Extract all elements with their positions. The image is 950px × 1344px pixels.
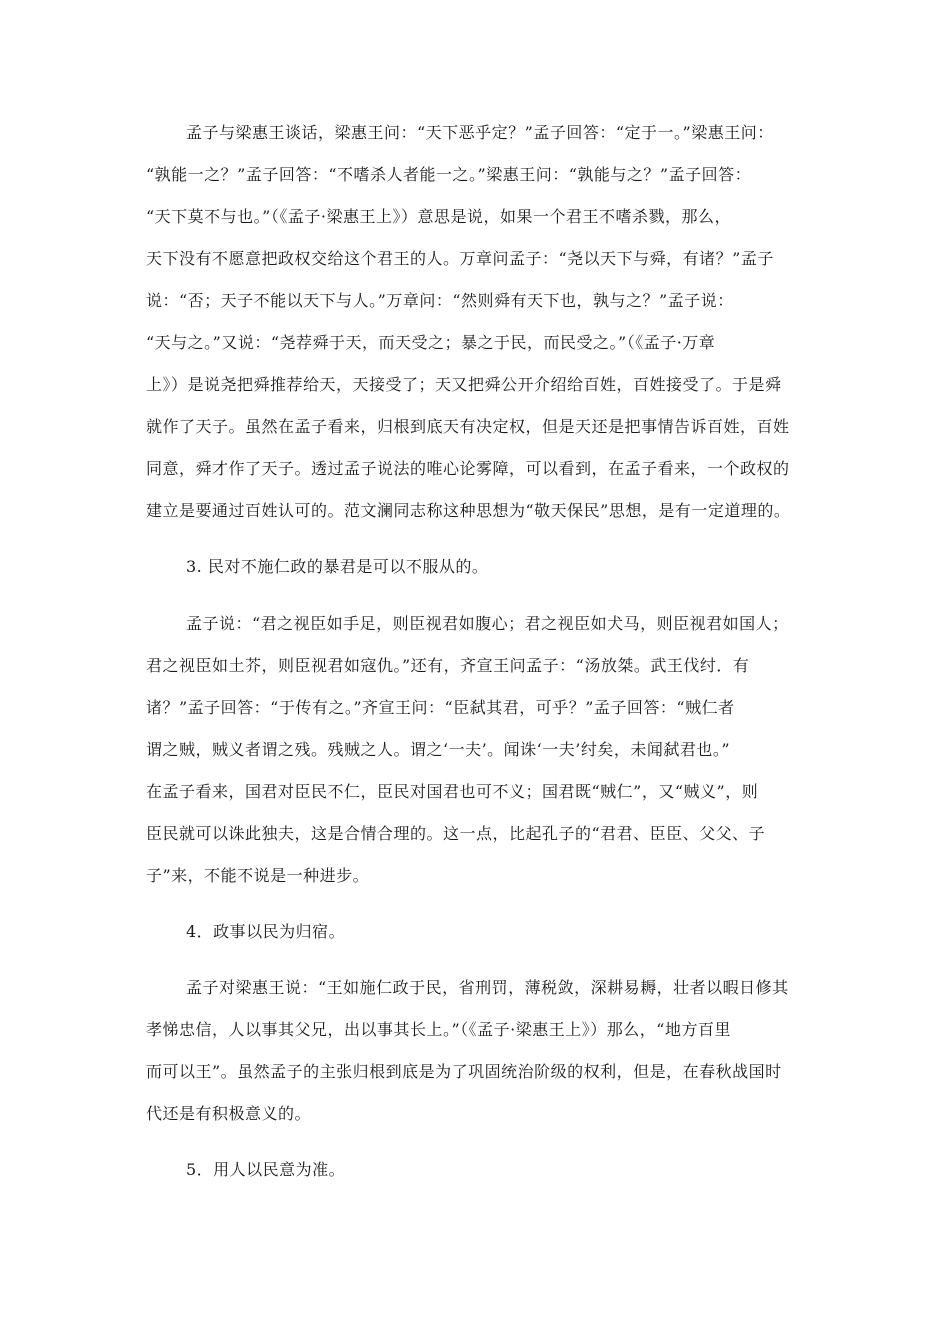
text-line: 而可以王”。虽然孟子的主张归根到底是为了巩固统治阶级的权利，但是，在春秋战国时	[146, 1062, 782, 1081]
section-heading: 5．用人以民意为准。	[186, 1160, 346, 1179]
text-line: 子”来，不能不说是一种进步。	[146, 866, 370, 885]
text-line: 同意，舜才作了天子。透过孟子说法的唯心论雾障，可以看到，在孟子看来，一个政权的	[146, 459, 790, 478]
section-heading: 3. 民对不施仁政的暴君是可以不服从的。	[186, 557, 489, 576]
text-line: 就作了天子。虽然在孟子看来，归根到底天有决定权，但是天还是把事情告诉百姓，百姓	[146, 417, 790, 436]
text-line: 孟子与梁惠王谈话，梁惠王问：“天下恶乎定？”孟子回答：“定于一。”梁惠王问：	[186, 123, 774, 142]
text-line: 天下没有不愿意把政权交给这个君王的人。万章问孟子：“尧以天下与舜，有诸？”孟子	[146, 249, 774, 268]
text-line: 谓之贼，贼义者谓之残。残贼之人。谓之‘一夫’。闻诛‘一夫’纣矣，未闻弑君也。”	[146, 740, 731, 759]
text-line: 诸？”孟子回答：“于传有之。”齐宣王问：“臣弑其君，可乎？”孟子回答：“贼仁者	[146, 698, 735, 717]
text-line: 上》）是说尧把舜推荐给天，天接受了；天又把舜公开介绍给百姓，百姓接受了。于是舜	[146, 375, 782, 394]
text-line: 代还是有积极意义的。	[146, 1104, 312, 1123]
text-line: 在孟子看来，国君对臣民不仁，臣民对国君也可不义；国君既“贼仁”，又“贼义”，则	[146, 782, 759, 801]
text-line: 臣民就可以诛此独夫，这是合情合理的。这一点，比起孔子的“君君、臣臣、父父、子	[146, 824, 766, 843]
text-line: “天下莫不与也。”（《孟子·梁惠王上》）意思是说，如果一个君王不嗜杀戮，那么，	[146, 207, 731, 226]
section-heading: 4．政事以民为归宿。	[186, 922, 346, 941]
text-line: 说：“否；天子不能以天下与人。”万章问：“然则舜有天下也，孰与之？”孟子说：	[146, 291, 734, 310]
text-line: 君之视臣如土芥，则臣视君如寇仇。”还有，齐宣王问孟子：“汤放桀。武王伐纣．有	[146, 656, 750, 675]
text-line: 孝悌忠信，人以事其父兄，出以事其长上。”（《孟子·梁惠王上》）那么，“地方百里	[146, 1020, 731, 1039]
text-line: 孟子对梁惠王说：“王如施仁政于民，省刑罚，薄税敛，深耕易耨，壮者以暇日修其	[186, 978, 789, 997]
text-line: “天与之。”又说：“尧荐舜于天，而天受之；暴之于民，而民受之。”（《孟子·万章	[146, 333, 716, 352]
text-line: 孟子说：“君之视臣如手足，则臣视君如腹心；君之视臣如犬马，则臣视君如国人；	[186, 614, 789, 633]
text-line: “孰能一之？”孟子回答：“不嗜杀人者能一之。”梁惠王问：“孰能与之？”孟子回答：	[146, 165, 752, 184]
text-line: 建立是要通过百姓认可的。范文澜同志称这种思想为“敬天保民”思想，是有一定道理的。	[146, 501, 791, 520]
